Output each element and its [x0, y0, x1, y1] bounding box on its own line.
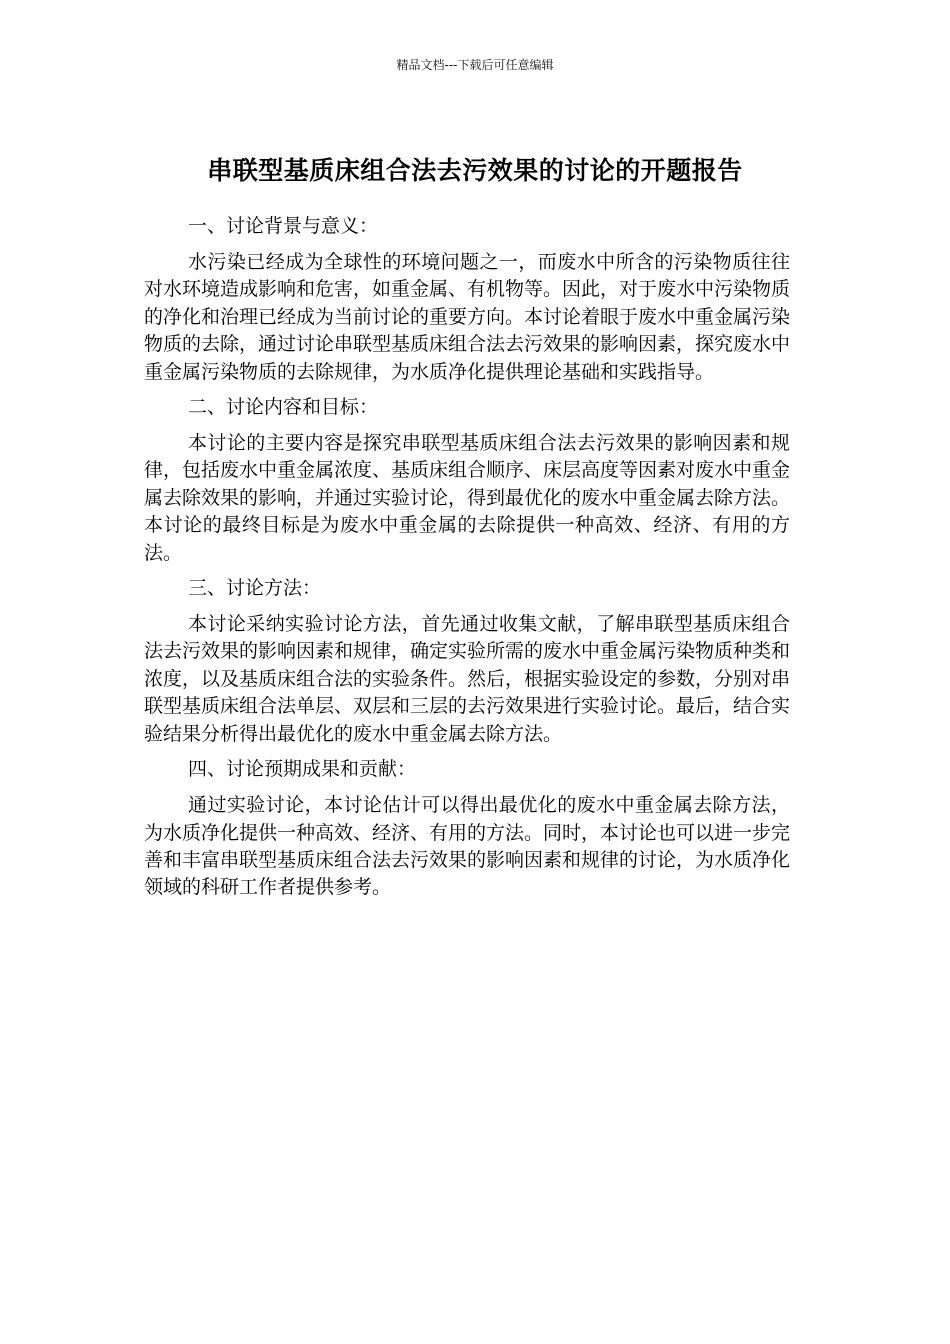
document-title: 串联型基质床组合法去污效果的讨论的开题报告	[207, 155, 743, 185]
section-expected-results	[144, 756, 790, 902]
section-heading: 四、讨论预期成果和贡献：	[188, 758, 417, 781]
section-methods	[144, 575, 790, 748]
header-note: 精品文档---下载后可任意编辑	[396, 58, 554, 72]
section-heading: 一、讨论背景与意义：	[188, 215, 379, 237]
section-content-goals	[144, 394, 790, 567]
document-body	[144, 213, 790, 910]
section-paragraph: 通过实验讨论，本讨论估计可以得出最优化的废水中重金属去除方法，为水质净化提供一种高效、经济、有用的方法。同时，本讨论也可以进一步完善和丰富串联型基质床组合法去污效果的影响因素和规律的讨论，为水质净化领域的科研工作者提供参考。	[144, 794, 791, 899]
section-heading: 三、讨论方法：	[188, 577, 322, 600]
section-paragraph: 水污染已经成为全球性的环境问题之一，而废水中所含的污染物质往往对水环境造成影响和危害，如重金属、有机物等。因此，对于废水中污染物质的净化和治理已经成为当前讨论的重要方向。本讨论着眼于废水中重金属污染物质的去除，通过讨论串联型基质床组合法去污效果的影响因素，探究废水中重金属污染物质的去除规律，为水质净化提供理论基础和实践指导。	[144, 251, 791, 383]
section-paragraph: 本讨论的主要内容是探究串联型基质床组合法去污效果的影响因素和规律，包括废水中重金属浓度、基质床组合顺序、床层高度等因素对废水中重金属去除效果的影响，并通过实验讨论，得到最优化的废水中重金属去除方法。本讨论的最终目标是为废水中重金属的去除提供一种高效、经济、有用的方法。	[144, 432, 791, 564]
section-heading: 二、讨论内容和目标：	[188, 396, 379, 419]
section-paragraph: 本讨论采纳实验讨论方法，首先通过收集文献，了解串联型基质床组合法去污效果的影响因素和规律，确定实验所需的废水中重金属污染物质种类和浓度，以及基质床组合法的实验条件。然后，根据实验设定的参数，分别对串联型基质床组合法单层、双层和三层的去污效果进行实验讨论。最后，结合实验结果分析得出最优化的废水中重金属去除方法。	[144, 613, 791, 745]
section-background	[144, 213, 790, 386]
